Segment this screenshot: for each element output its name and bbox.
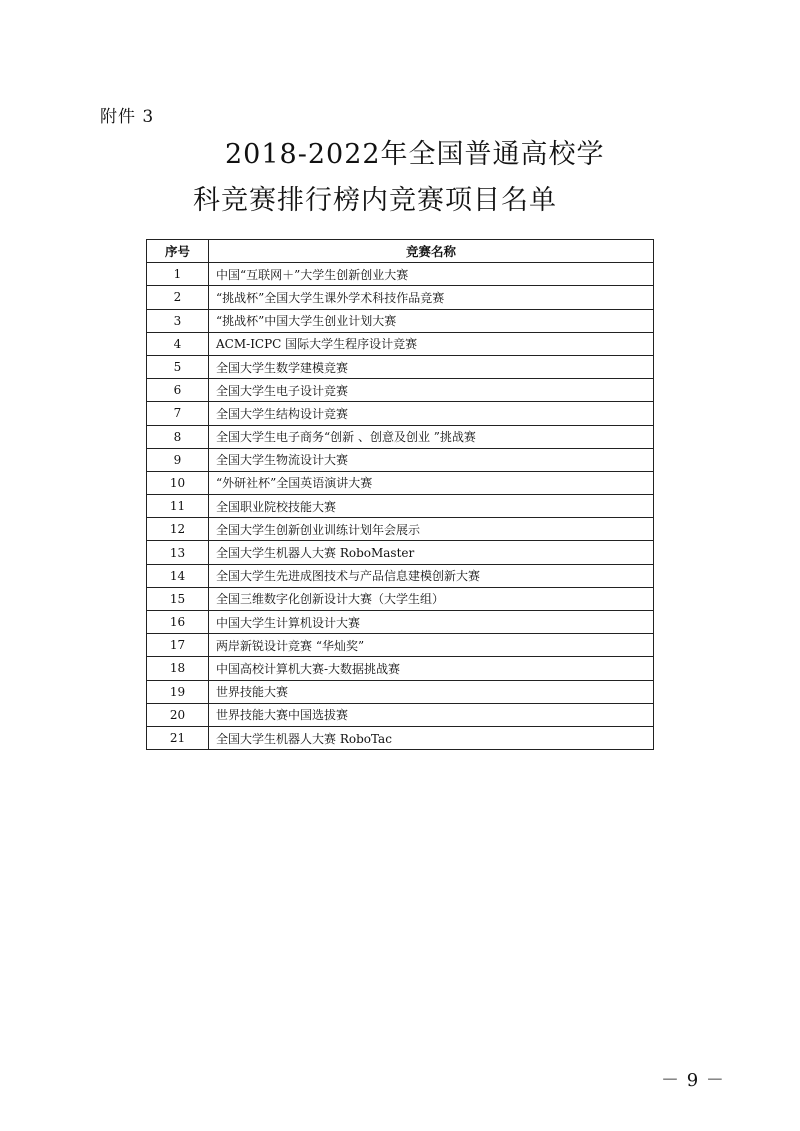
competition-name: 世界技能大赛 [209,680,654,703]
row-index: 3 [147,309,209,332]
row-index: 2 [147,286,209,309]
column-header-index: 序号 [147,240,209,263]
table-row [147,495,654,518]
table-row [147,611,654,634]
competition-name: 全国三维数字化创新设计大赛（大学生组） [209,587,654,610]
competition-name: 中国“互联网＋”大学生创新创业大赛 [209,263,654,286]
table-row [147,726,654,749]
page-number: － 9 － [661,1070,725,1091]
row-index: 14 [147,564,209,587]
row-index: 13 [147,541,209,564]
table-row [147,541,654,564]
table-row [147,564,654,587]
row-index: 16 [147,611,209,634]
table-row [147,355,654,378]
competition-name: “挑战杯”中国大学生创业计划大赛 [209,309,654,332]
table-row [147,680,654,703]
row-index: 11 [147,495,209,518]
competition-name: 全国大学生创新创业训练计划年会展示 [209,518,654,541]
document-title-line-2: 科竞赛排行榜内竞赛项目名单 [193,185,557,216]
table-row [147,286,654,309]
row-index: 1 [147,263,209,286]
competition-name: 全国大学生机器人大赛 RoboMaster [209,541,654,564]
row-index: 20 [147,703,209,726]
table-row [147,448,654,471]
table-row [147,471,654,494]
competition-name: 全国大学生电子设计竞赛 [209,379,654,402]
row-index: 10 [147,471,209,494]
table-row [147,703,654,726]
competition-name: 全国大学生物流设计大赛 [209,448,654,471]
attachment-label: 附件 3 [100,107,155,127]
row-index: 18 [147,657,209,680]
table-row [147,634,654,657]
competition-name: 全国职业院校技能大赛 [209,495,654,518]
competition-name: 全国大学生结构设计竞赛 [209,402,654,425]
table-row [147,402,654,425]
competition-name: “挑战杯”全国大学生课外学术科技作品竞赛 [209,286,654,309]
competition-name: “外研社杯”全国英语演讲大赛 [209,471,654,494]
row-index: 9 [147,448,209,471]
competition-name: 全国大学生机器人大赛 RoboTac [209,726,654,749]
document-title-line-1: 2018-2022年全国普通高校学 [225,139,605,170]
competition-name: 全国大学生电子商务“创新 、创意及创业 ”挑战赛 [209,425,654,448]
table-header-row [147,240,654,263]
competition-name: 世界技能大赛中国选拔赛 [209,703,654,726]
row-index: 7 [147,402,209,425]
row-index: 6 [147,379,209,402]
table-row [147,263,654,286]
row-index: 8 [147,425,209,448]
row-index: 12 [147,518,209,541]
row-index: 17 [147,634,209,657]
column-header-name: 竞赛名称 [209,240,654,263]
competition-name: 中国高校计算机大赛-大数据挑战赛 [209,657,654,680]
competition-name: 全国大学生先进成图技术与产品信息建模创新大赛 [209,564,654,587]
table-row [147,518,654,541]
competition-name: 中国大学生计算机设计大赛 [209,611,654,634]
row-index: 19 [147,680,209,703]
competition-name: 两岸新锐设计竞赛 “华灿奖” [209,634,654,657]
row-index: 21 [147,726,209,749]
table-row [147,379,654,402]
row-index: 4 [147,332,209,355]
table-row [147,309,654,332]
table-row [147,425,654,448]
table-row [147,332,654,355]
table-body [147,263,654,750]
table-row [147,587,654,610]
row-index: 15 [147,587,209,610]
competition-list-table [146,239,654,750]
row-index: 5 [147,355,209,378]
competition-name: 全国大学生数学建模竞赛 [209,355,654,378]
competition-name: ACM-ICPC 国际大学生程序设计竞赛 [209,332,654,355]
table-row [147,657,654,680]
